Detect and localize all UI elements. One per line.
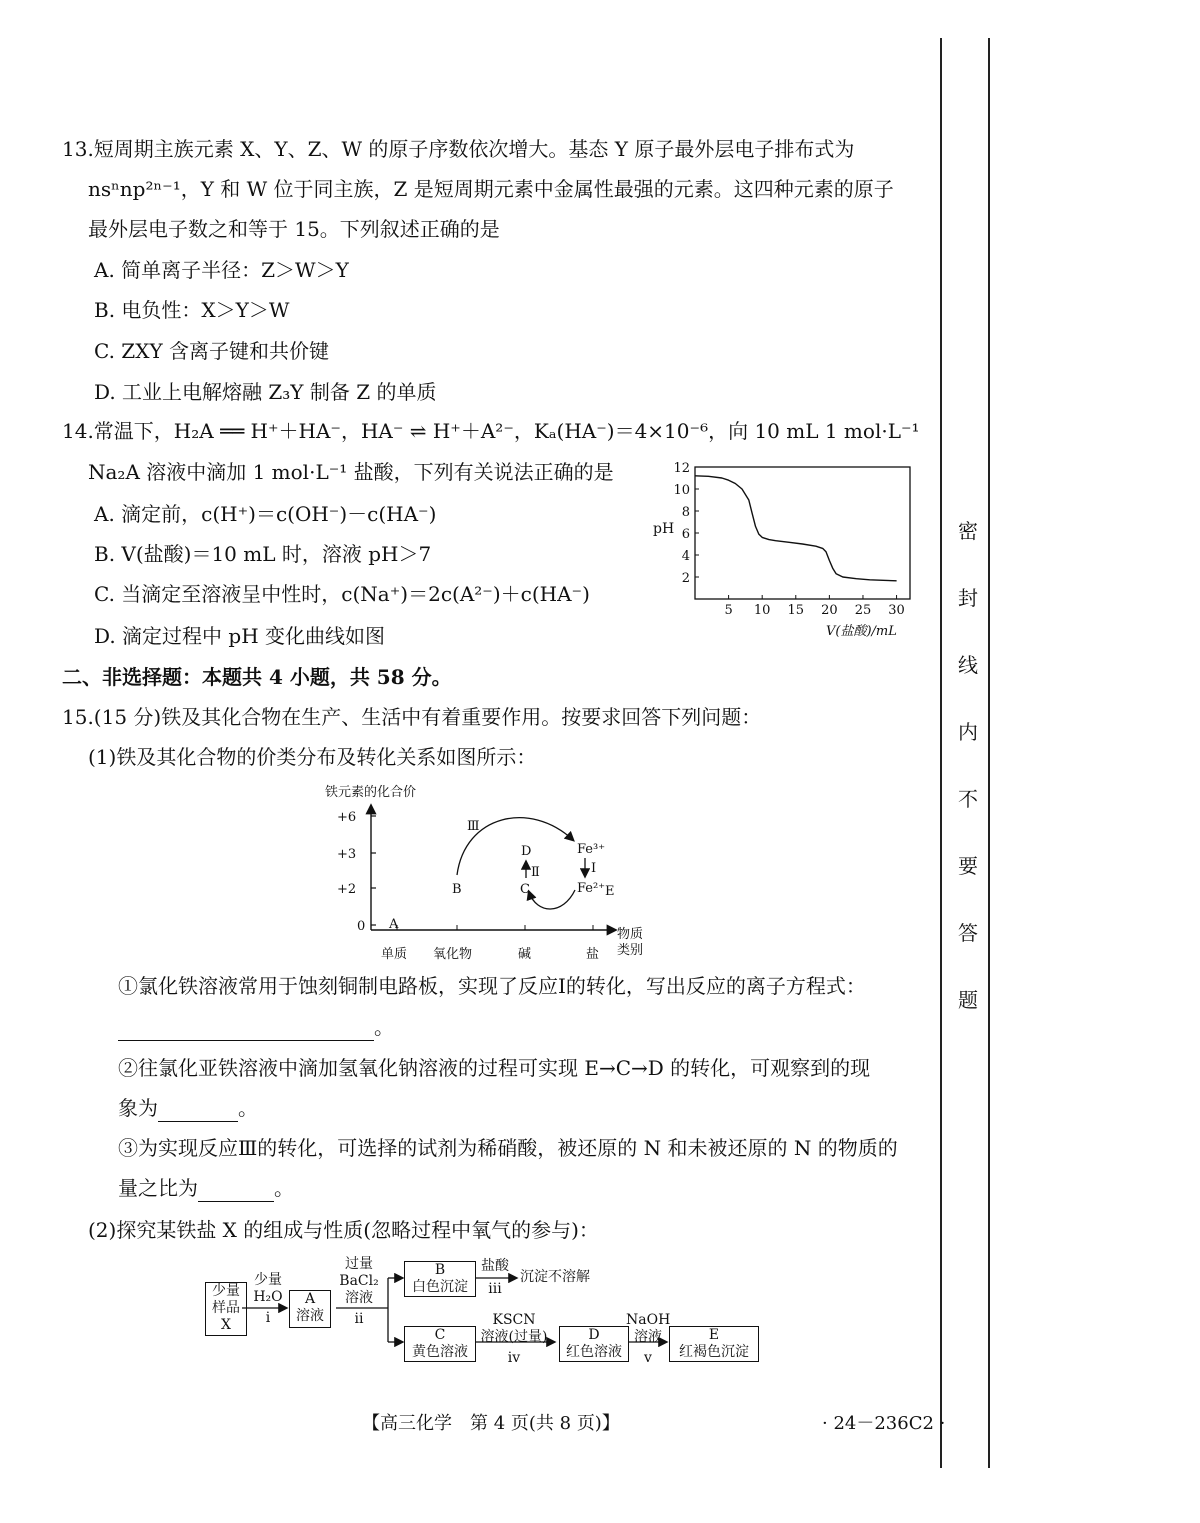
q13-option-a: A. 简单离子半径：Z＞W＞Y [94, 258, 349, 282]
y-tick-label: 10 [673, 483, 690, 498]
precipitate-e-box: E 红褐色沉淀 [669, 1326, 759, 1362]
diagram-y-label: 铁元素的化合价 [325, 785, 417, 800]
q15-sub2a: ②往氯化亚铁溶液中滴加氢氧化钠溶液的过程可实现 E→C→D 的转化，可观察到的现 [118, 1056, 871, 1080]
step-v-label: NaOH 溶液 v [626, 1312, 671, 1366]
q13-option-b: B. 电负性：X＞Y＞W [94, 298, 290, 322]
seal-char: 题 [958, 988, 978, 1012]
q15-sub1-blank: 。 [118, 1013, 394, 1041]
q15-intro: 15.(15 分)铁及其化合物在生产、生活中有着重要作用。按要求回答下列问题： [62, 705, 762, 729]
seal-char: 不 [958, 787, 978, 811]
q14-line2: Na₂A 溶液中滴加 1 mol·L⁻¹ 盐酸，下列有关说法正确的是 [88, 460, 614, 484]
x-axis-label: V(盐酸)/mL [826, 624, 897, 639]
e-to-c-arrow [529, 890, 575, 909]
y-tick-label: 2 [681, 571, 690, 586]
q15-sub2b: 象为 。 [118, 1096, 258, 1120]
seal-char: 密 [958, 519, 978, 543]
fe3-label: Fe³⁺ [577, 842, 606, 857]
q14-option-a: A. 滴定前，c(H⁺)＝c(OH⁻)－c(HA⁻) [94, 502, 437, 526]
diagram-y-tick: +2 [337, 882, 357, 897]
solution-c-box: C 黄色溶液 [404, 1326, 476, 1362]
point-b: B [452, 882, 462, 897]
margin-line-left [940, 38, 942, 1468]
q15-part1: (1)铁及其化合物的价类分布及转化关系如图所示： [88, 745, 537, 769]
sample-x-box: 少量 样品 X [205, 1282, 247, 1336]
footer-page: 【高三化学 第 4 页(共 8 页)】 [362, 1413, 620, 1434]
step-iv-label: KSCN 溶液(过量) iv [480, 1312, 548, 1366]
solution-d-box: D 红色溶液 [559, 1326, 629, 1362]
answer-blank[interactable] [198, 1183, 274, 1202]
y-tick-label: 12 [673, 461, 690, 476]
q13-option-c: C. ZXY 含离子键和共价键 [94, 339, 329, 363]
x-tick-label: 10 [753, 603, 771, 618]
y-axis-label: pH [653, 521, 675, 537]
diagram-y-tick: +3 [337, 847, 357, 862]
step-ii-label: 过量 BaCl₂ 溶液 ii [339, 1256, 379, 1327]
point-d: D [521, 844, 532, 859]
q14-line1: 14.常温下，H₂A ══ H⁺＋HA⁻，HA⁻ ⇌ H⁺＋A²⁻，Kₐ(HA⁻)＝4×10⁻⁶，向 10 mL 1 mol·L⁻¹ [62, 419, 920, 443]
answer-blank[interactable] [158, 1103, 238, 1122]
diagram-y-tick: +6 [337, 810, 357, 825]
precipitate-b-box: B 白色沉淀 [404, 1261, 476, 1297]
q14-option-c: C. 当滴定至溶液呈中性时，c(Na⁺)＝2c(A²⁻)＋c(HA⁻) [94, 582, 590, 606]
reaction-ii-label: Ⅱ [531, 865, 540, 880]
diagram-x-label: 类别 [617, 943, 644, 958]
seal-char: 答 [958, 921, 978, 945]
plot-frame [695, 467, 910, 599]
step-i-label: 少量 H₂O i [253, 1272, 283, 1326]
point-c: C [520, 882, 530, 897]
step-iii-label: 盐酸 iii [481, 1258, 509, 1297]
x-tick-label: 30 [888, 603, 905, 618]
margin-line-right [988, 38, 990, 1468]
diagram-x-tick: 氧化物 [433, 947, 473, 962]
diagram-x-label: 物质 [617, 927, 644, 942]
q15-sub3b: 量之比为 。 [118, 1176, 294, 1200]
q13-line2: nsⁿnp²ⁿ⁻¹，Y 和 W 位于同主族，Z 是短周期元素中金属性最强的元素。这四种元素的原子 [88, 177, 894, 201]
q15-sub3a: ③为实现反应Ⅲ的转化，可选择的试剂为稀硝酸，被还原的 N 和未被还原的 N 的物质的 [118, 1136, 898, 1160]
q15-part2: (2)探究某铁盐 X 的组成与性质(忽略过程中氧气的参与)： [88, 1218, 599, 1242]
footer-code: · 24－236C2 · [822, 1413, 946, 1434]
q14-option-b: B. V(盐酸)＝10 mL 时，溶液 pH＞7 [94, 542, 432, 566]
ph-titration-chart [645, 455, 925, 640]
seal-char: 线 [958, 653, 978, 677]
point-e: E [605, 884, 615, 899]
x-tick-label: 15 [787, 603, 805, 618]
q13-line1: 13.短周期主族元素 X、Y、Z、W 的原子序数依次增大。基态 Y 原子最外层电子排布式为 [62, 137, 855, 161]
seal-char: 封 [958, 586, 978, 610]
section2-title: 二、非选择题：本题共 4 小题，共 58 分。 [62, 665, 452, 689]
q14-option-d: D. 滴定过程中 pH 变化曲线如图 [94, 624, 385, 648]
seal-char: 内 [958, 720, 978, 744]
diagram-y-tick: 0 [357, 919, 366, 934]
iron-valence-diagram [315, 780, 655, 965]
answer-blank[interactable] [118, 1022, 374, 1041]
y-tick-label: 4 [681, 549, 690, 564]
q13-option-d: D. 工业上电解熔融 Z₃Y 制备 Z 的单质 [94, 380, 437, 404]
ph-curve [695, 476, 897, 581]
step-iii-result: 沉淀不溶解 [520, 1269, 590, 1285]
y-tick-label: 8 [681, 505, 690, 520]
q13-line3: 最外层电子数之和等于 15。下列叙述正确的是 [88, 217, 500, 241]
seal-char: 要 [958, 854, 978, 878]
solution-a-box: A 溶液 [289, 1290, 331, 1328]
reaction-i-label: Ⅰ [591, 861, 597, 876]
diagram-x-tick: 单质 [381, 947, 408, 962]
q15-sub1: ①氯化铁溶液常用于蚀刻铜制电路板，实现了反应Ⅰ的转化，写出反应的离子方程式： [118, 974, 866, 998]
x-tick-label: 25 [854, 603, 872, 618]
x-tick-label: 5 [724, 603, 733, 618]
reaction-iii-label: Ⅲ [467, 819, 480, 834]
diagram-x-tick: 碱 [518, 947, 532, 962]
point-a: A [389, 917, 399, 932]
y-tick-label: 6 [681, 527, 690, 542]
fe2-label: Fe²⁺ [577, 881, 606, 896]
x-tick-label: 20 [821, 603, 838, 618]
diagram-x-tick: 盐 [586, 947, 600, 962]
